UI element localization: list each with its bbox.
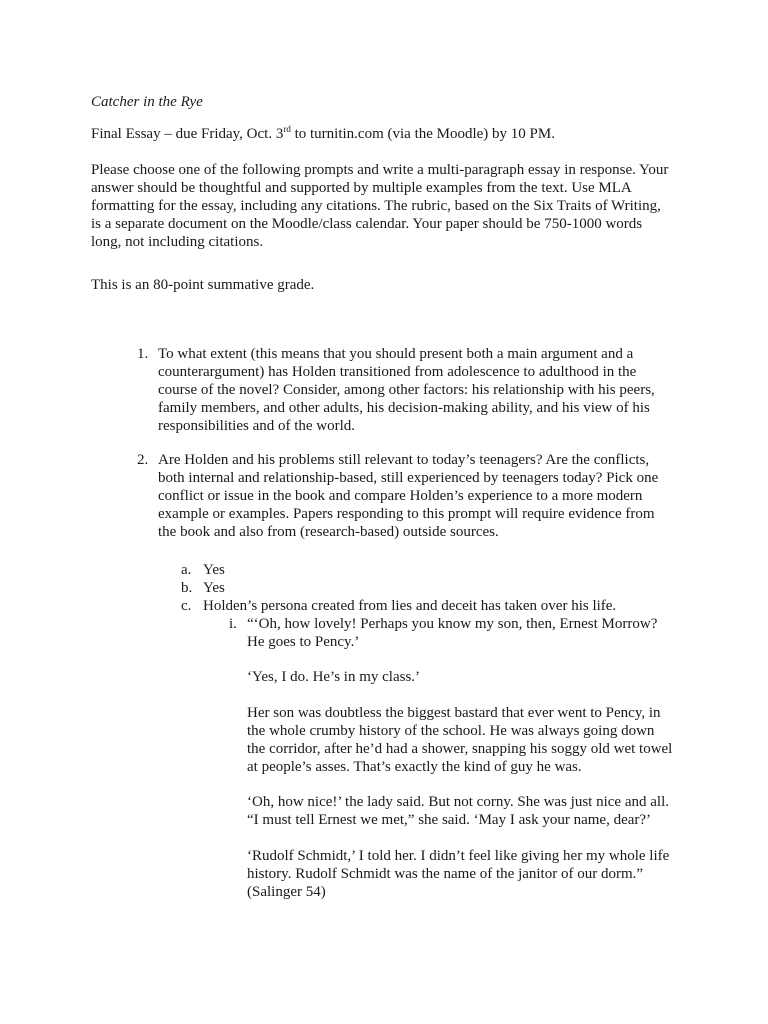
- quote-line: “I must tell Ernest we met,” she said. ‘May I ask your name, dear?’: [247, 812, 652, 828]
- prompt-text: [158, 451, 698, 541]
- sub-item-text: Yes: [203, 562, 225, 578]
- sub-item-marker: b.: [181, 580, 193, 596]
- prompt-line: To what extent (this means that you should present both a main argument and a: [158, 346, 634, 362]
- document-title: Catcher in the Rye: [91, 94, 203, 110]
- quote-line: the whole crumby history of the school. He was always going down: [247, 723, 655, 739]
- quote-line: history. Rudolf Schmidt was the name of the janitor of our dorm.”: [247, 866, 644, 882]
- quote-paragraph-5: [247, 847, 687, 901]
- prompt-line: family members, and other adults, his decision-making ability, and his view of his: [158, 400, 650, 416]
- prompt-line: course of the novel? Consider, among other factors: his relationship with his peers,: [158, 382, 655, 398]
- sub-item-text: Holden’s persona created from lies and deceit has taken over his life.: [203, 598, 617, 614]
- prompt-line: responsibilities and of the world.: [158, 418, 356, 434]
- prompt-line: Are Holden and his problems still relevant to today’s teenagers? Are the conflicts,: [158, 452, 650, 468]
- sub-item-marker: c.: [181, 598, 192, 614]
- assignment-superscript: rd: [283, 124, 291, 134]
- roman-marker: i.: [229, 616, 237, 632]
- instructions-line: long, not including citations.: [91, 234, 264, 250]
- quote-paragraph-1: [247, 615, 687, 651]
- grade-note: This is an 80-point summative grade.: [91, 277, 315, 293]
- assignment-suffix: to turnitin.com (via the Moodle) by 10 PM.: [290, 126, 555, 142]
- quote-paragraph-4: [247, 793, 687, 829]
- prompt-line: both internal and relationship-based, still experienced by teenagers today? Pick one: [158, 470, 659, 486]
- quote-line: Her son was doubtless the biggest bastard that ever went to Pency, in: [247, 705, 661, 721]
- prompt-number: 1.: [137, 346, 149, 362]
- sub-item-marker: a.: [181, 562, 192, 578]
- assignment-line: [91, 125, 555, 143]
- quote-line: He goes to Pency.’: [247, 634, 360, 650]
- instructions-line: Please choose one of the following prompts and write a multi-paragraph essay in response. Your: [91, 162, 669, 178]
- prompt-line: example or examples. Papers responding to this prompt will require evidence from: [158, 506, 655, 522]
- prompt-line: conflict or issue in the book and compare Holden’s experience to a more modern: [158, 488, 643, 504]
- quote-line: ‘Rudolf Schmidt,’ I told her. I didn’t feel like giving her my whole life: [247, 848, 670, 864]
- quote-line: “‘Oh, how lovely! Perhaps you know my son, then, Ernest Morrow?: [247, 616, 658, 632]
- prompt-number: 2.: [137, 452, 149, 468]
- quote-line: ‘Yes, I do. He’s in my class.’: [247, 669, 421, 685]
- sub-item-text: Yes: [203, 580, 225, 596]
- instructions-paragraph: [91, 161, 691, 251]
- quote-line: ‘Oh, how nice!’ the lady said. But not corny. She was just nice and all.: [247, 794, 669, 810]
- instructions-line: answer should be thoughtful and supported by multiple examples from the text. Use MLA: [91, 180, 632, 196]
- quote-paragraph-2: [247, 668, 687, 686]
- quote-line: at people’s asses. That’s exactly the kind of guy he was.: [247, 759, 582, 775]
- instructions-line: formatting for the essay, including any citations. The rubric, based on the Six Traits of Writing,: [91, 198, 661, 214]
- quote-line: the corridor, after he’d had a shower, snapping his soggy old wet towel: [247, 741, 673, 757]
- instructions-line: is a separate document on the Moodle/class calendar. Your paper should be 750-1000 words: [91, 216, 643, 232]
- quote-line: (Salinger 54): [247, 884, 326, 900]
- prompt-text: [158, 345, 698, 435]
- prompt-line: counterargument) has Holden transitioned from adolescence to adulthood in the: [158, 364, 637, 380]
- prompt-line: the book and also from (research-based) outside sources.: [158, 524, 499, 540]
- quote-paragraph-3: [247, 704, 687, 776]
- assignment-prefix: Final Essay – due Friday, Oct. 3: [91, 126, 284, 142]
